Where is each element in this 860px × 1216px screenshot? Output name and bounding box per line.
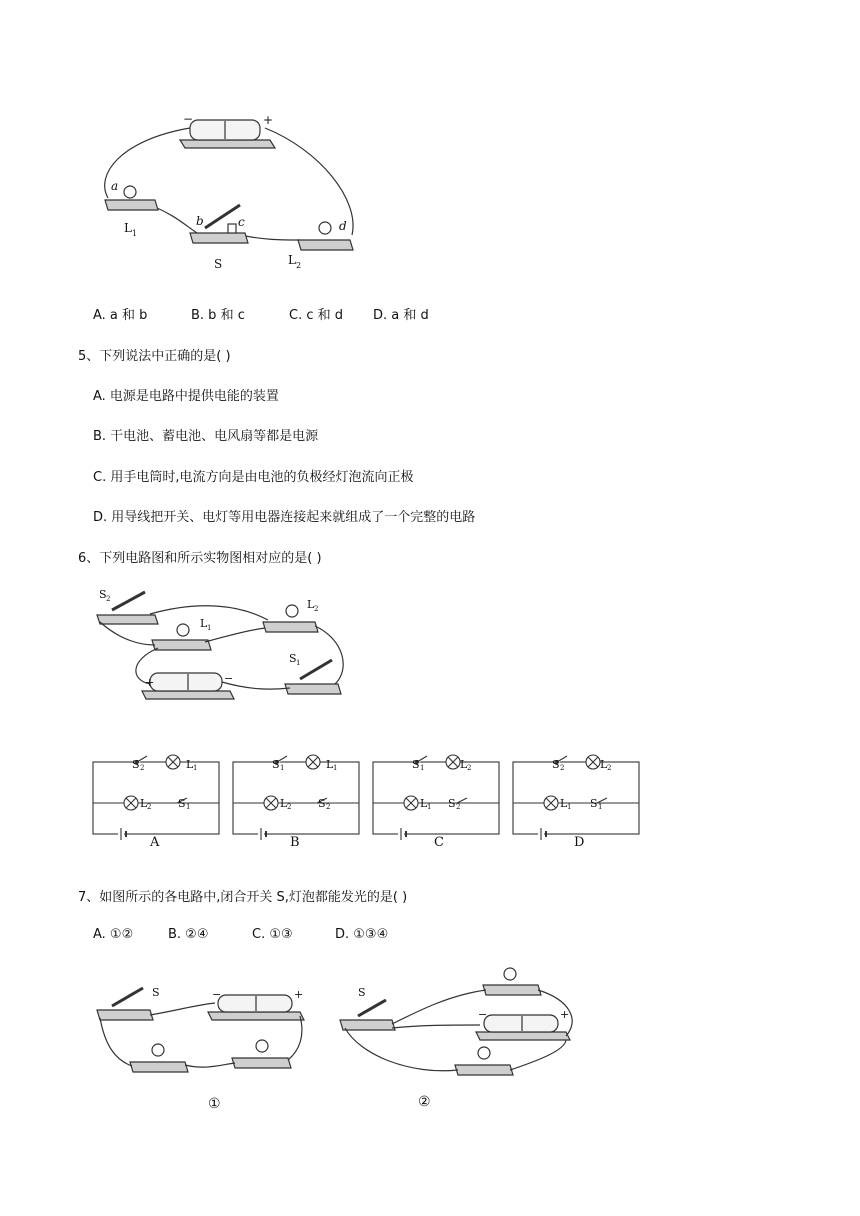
q7-option-b[interactable]: B. ②④: [168, 927, 209, 942]
q4-label-a: a: [111, 179, 119, 193]
q6-label-minus: −: [224, 672, 234, 685]
q4-label-L1-sub: 1: [132, 229, 138, 238]
q4-option-a[interactable]: A. a 和 b: [93, 308, 148, 323]
q7-option-c[interactable]: C. ①③: [252, 927, 293, 942]
q5-option-d[interactable]: D. 用导线把开关、电灯等用电器连接起来就组成了一个完整的电路: [93, 510, 476, 525]
q6-a-bot-switch-sub: 1: [186, 803, 191, 811]
q6-label-S1-sub: 1: [296, 659, 301, 667]
q6-c-bot-switch: S: [448, 797, 456, 810]
q4-option-c[interactable]: C. c 和 d: [289, 308, 344, 323]
q5-option-b[interactable]: B. 干电池、蓄电池、电风扇等都是电源: [93, 429, 319, 444]
q4-label-L1: L: [124, 221, 132, 235]
q4-option-b[interactable]: B. b 和 c: [191, 308, 245, 323]
q6-b-top-lamp-sub: 1: [333, 764, 338, 772]
q5-stem: 5、下列说法中正确的是( ): [78, 349, 231, 364]
q7-fig2-label-plus: +: [560, 1008, 570, 1021]
q6-c-bot-switch-sub: 2: [456, 803, 461, 811]
q6-c-bot-lamp: L: [420, 797, 428, 810]
q6-c-top-lamp: L: [460, 758, 468, 771]
q4-label-L2-sub: 2: [296, 261, 302, 270]
q6-a-letter: A: [150, 835, 160, 850]
q7-fig1-label-s: S: [152, 986, 160, 999]
q4-label-b: b: [196, 214, 204, 228]
q6-b-bot-switch: S: [318, 797, 326, 810]
q4-label-S: S: [214, 257, 223, 271]
q6-b-top-switch: S: [272, 758, 280, 771]
q6-label-plus: +: [145, 676, 155, 689]
q6-label-L2-sub: 2: [314, 605, 319, 613]
q7-fig1-label-plus: +: [294, 988, 304, 1001]
q4-label-L2: L: [288, 253, 296, 267]
q5-option-a[interactable]: A. 电源是电路中提供电能的装置: [93, 389, 279, 404]
q6-d-bot-lamp-sub: 1: [567, 803, 572, 811]
q6-d-top-switch: S: [552, 758, 560, 771]
q6-a-top-switch-sub: 2: [140, 764, 145, 772]
q6-c-top-switch: S: [412, 758, 420, 771]
q6-label-L2: L: [307, 598, 315, 611]
q6-c-letter: C: [434, 835, 444, 850]
q7-fig2-caption: ②: [418, 1094, 431, 1110]
q6-d-top-switch-sub: 2: [560, 764, 565, 772]
q6-d-top-lamp-sub: 2: [607, 764, 612, 772]
q6-d-letter: D: [574, 835, 585, 850]
q6-d-bot-lamp: L: [560, 797, 568, 810]
q5-option-c[interactable]: C. 用手电筒时,电流方向是由电池的负极经灯泡流向正极: [93, 470, 414, 485]
q6-b-bot-lamp-sub: 2: [287, 803, 292, 811]
q6-b-top-switch-sub: 1: [280, 764, 285, 772]
q6-a-top-lamp: L: [186, 758, 194, 771]
q6-label-S2-sub: 2: [106, 595, 111, 603]
q6-d-bot-switch-sub: 1: [598, 803, 603, 811]
q7-option-d[interactable]: D. ①③④: [335, 927, 389, 942]
q6-label-S1: S: [289, 652, 297, 665]
q6-c-bot-lamp-sub: 1: [427, 803, 432, 811]
q6-a-top-lamp-sub: 1: [193, 764, 198, 772]
q6-c-top-switch-sub: 1: [420, 764, 425, 772]
q6-a-bot-switch: S: [178, 797, 186, 810]
q6-a-top-switch: S: [132, 758, 140, 771]
q4-label-plus: +: [263, 113, 274, 127]
q6-label-L1-sub: 1: [207, 624, 212, 632]
q7-stem: 7、如图所示的各电路中,闭合开关 S,灯泡都能发光的是( ): [78, 890, 408, 905]
q7-fig1-caption: ①: [208, 1096, 221, 1112]
q4-label-minus: −: [183, 112, 194, 126]
q4-label-d: d: [339, 219, 347, 233]
q7-fig2-label-minus: −: [478, 1008, 488, 1021]
q4-label-c: c: [238, 215, 245, 229]
q6-b-bot-switch-sub: 2: [326, 803, 331, 811]
q7-fig2-label-s: S: [358, 986, 366, 999]
q7-option-a[interactable]: A. ①②: [93, 927, 134, 942]
q6-stem: 6、下列电路图和所示实物图相对应的是( ): [78, 551, 322, 566]
q6-a-bot-lamp-sub: 2: [147, 803, 152, 811]
q4-option-d[interactable]: D. a 和 d: [373, 308, 429, 323]
q6-d-top-lamp: L: [600, 758, 608, 771]
q6-a-bot-lamp: L: [140, 797, 148, 810]
q6-label-L1: L: [200, 617, 208, 630]
q6-b-top-lamp: L: [326, 758, 334, 771]
q7-fig1-label-minus: −: [212, 988, 222, 1001]
q6-b-bot-lamp: L: [280, 797, 288, 810]
q6-c-top-lamp-sub: 2: [467, 764, 472, 772]
q6-label-S2: S: [99, 588, 107, 601]
q6-d-bot-switch: S: [590, 797, 598, 810]
q6-b-letter: B: [290, 835, 300, 850]
